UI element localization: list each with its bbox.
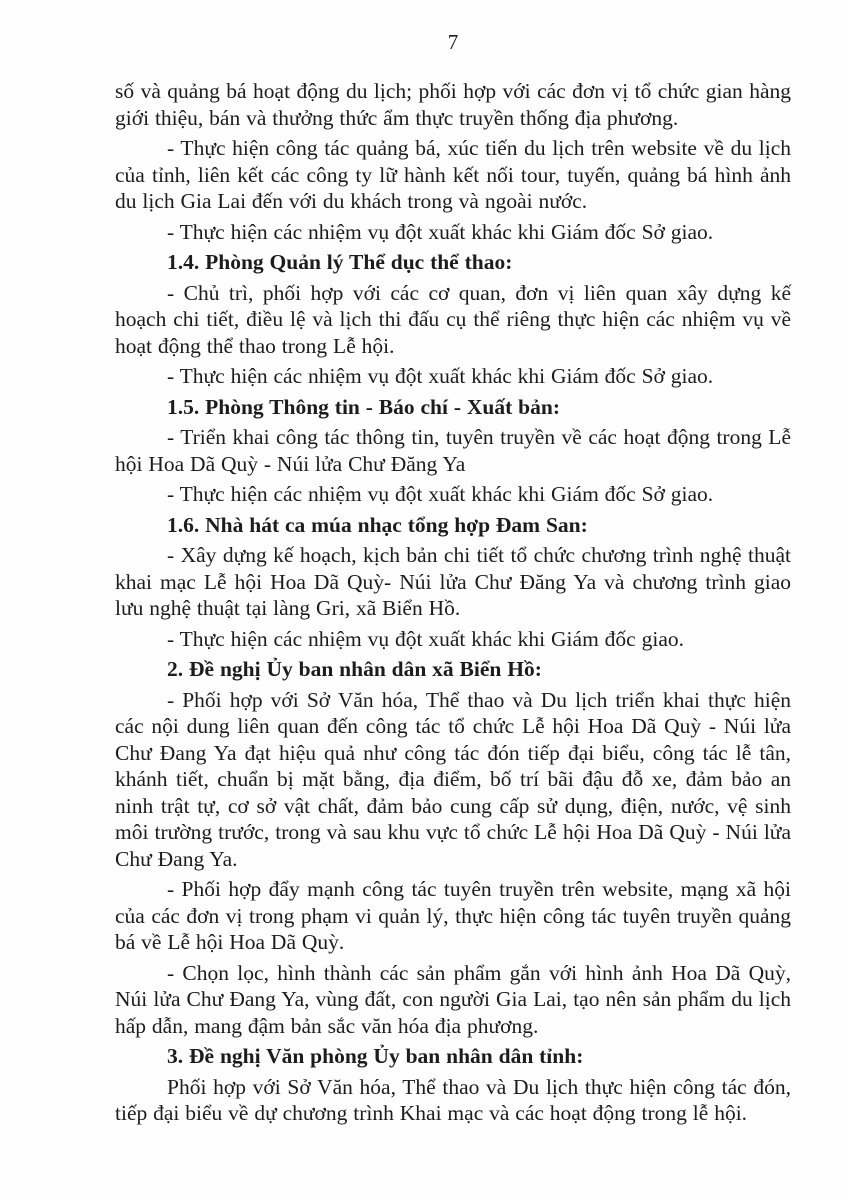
paragraph: số và quảng bá hoạt động du lịch; phối hợp với các đơn vị tổ chức gian hàng giới thiệu, bán và thưởng thức ẩm thực truyền thống địa phương. [115, 79, 791, 130]
paragraph: - Chọn lọc, hình thành các sản phẩm gắn với hình ảnh Hoa Dã Quỳ, Núi lửa Chư Đang Ya, vùng đất, con người Gia Lai, tạo nên sản phẩm du lịch hấp dẫn, mang đậm bản sắc văn hóa địa phương. [115, 960, 791, 1038]
paragraph: - Xây dựng kế hoạch, kịch bản chi tiết tổ chức chương trình nghệ thuật khai mạc Lễ hội Hoa Dã Quỳ- Núi lửa Chư Đăng Ya và chương trình giao lưu nghệ thuật tại làng Gri, xã Biển Hồ. [115, 543, 791, 620]
paragraph: - Thực hiện các nhiệm vụ đột xuất khác khi Giám đốc Sở giao. [167, 219, 714, 244]
paragraph: - Chủ trì, phối hợp với các cơ quan, đơn vị liên quan xây dựng kế hoạch chi tiết, điều lệ và lịch thi đấu cụ thể riêng thực hiện các nhiệm vụ về hoạt động thể thao trong Lễ hội. [115, 280, 791, 358]
paragraph: - Phối hợp với Sở Văn hóa, Thể thao và Du lịch triển khai thực hiện các nội dung liên quan đến công tác tổ chức Lễ hội Hoa Dã Quỳ - Núi lửa Chư Đang Ya đạt hiệu quả như công tác đón tiếp đại biểu, công tác lễ tân, khánh tiết, chuẩn bị mặt bằng, địa điểm, bố trí bãi đậu đỗ xe, đảm bảo an ninh trật tự, cơ sở vật chất, đảm bảo cung cấp sử dụng, điện, nước, vệ sinh môi trường trước, trong và sau khu vực tổ chức Lễ hội Hoa Dã Quỳ - Núi lửa Chư Đang Ya. [115, 687, 791, 871]
section-heading: 1.6. Nhà hát ca múa nhạc tổng hợp Đam San: [167, 512, 588, 537]
section-heading: 2. Đề nghị Ủy ban nhân dân xã Biển Hồ: [167, 657, 542, 681]
page-number: 7 [447, 30, 459, 54]
paragraph: - Thực hiện các nhiệm vụ đột xuất khác khi Giám đốc Sở giao. [167, 482, 714, 506]
paragraph: - Thực hiện công tác quảng bá, xúc tiến du lịch trên website về du lịch của tỉnh, liên kết các công ty lữ hành kết nối tour, tuyến, quảng bá hình ảnh du lịch Gia Lai đến với du khách trong và ngoài nước. [115, 136, 791, 213]
paragraph: - Thực hiện các nhiệm vụ đột xuất khác khi Giám đốc giao. [167, 626, 684, 651]
section-heading: 1.4. Phòng Quản lý Thể dục thể thao: [167, 250, 513, 274]
section-heading: 3. Đề nghị Văn phòng Ủy ban nhân dân tỉnh: [167, 1044, 584, 1068]
paragraph: Phối hợp với Sở Văn hóa, Thể thao và Du lịch thực hiện công tác đón, tiếp đại biểu về dự chương trình Khai mạc và các hoạt động trong lễ hội. [115, 1074, 791, 1125]
document-body [115, 78, 791, 1127]
paragraph: - Thực hiện các nhiệm vụ đột xuất khác khi Giám đốc Sở giao. [167, 364, 714, 388]
paragraph: - Phối hợp đẩy mạnh công tác tuyên truyền trên website, mạng xã hội của các đơn vị trong phạm vi quản lý, thực hiện công tác tuyên truyền quảng bá về Lễ hội Hoa Dã Quỳ. [115, 877, 791, 954]
paragraph: - Triển khai công tác thông tin, tuyên truyền về các hoạt động trong Lễ hội Hoa Dã Quỳ - Núi lửa Chư Đăng Ya [115, 425, 791, 476]
section-heading: 1.5. Phòng Thông tin - Báo chí - Xuất bản: [167, 394, 560, 419]
